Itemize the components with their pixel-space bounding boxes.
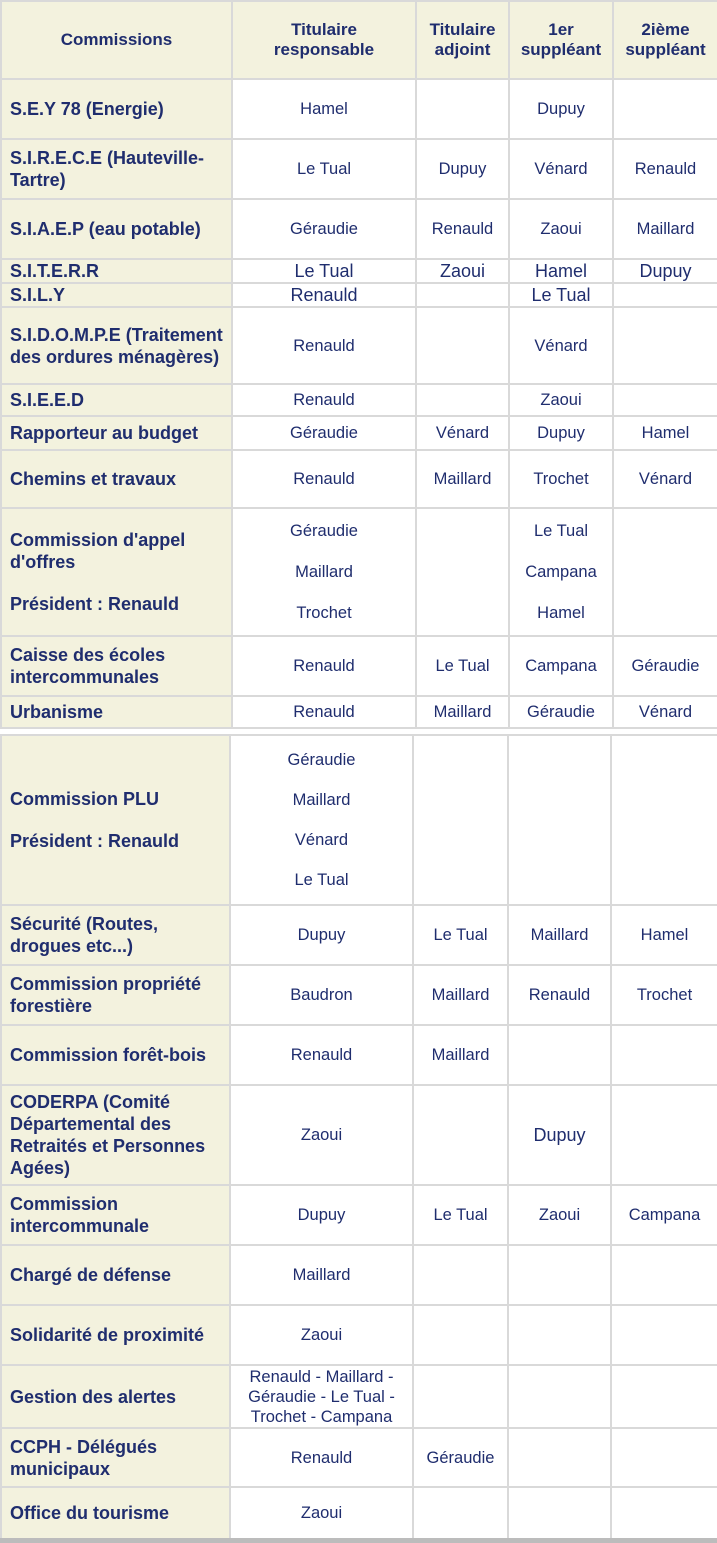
commission-name: S.I.R.E.C.E (Hauteville-Tartre) <box>1 139 232 199</box>
table-row <box>1 199 717 259</box>
suppleant1-cell: Renauld <box>508 965 611 1025</box>
commissions-table-part2 <box>0 734 717 1540</box>
table-row <box>1 283 717 307</box>
suppleant2-cell: Géraudie <box>613 636 717 696</box>
suppleant1-cell <box>508 1487 611 1539</box>
suppleant2-cell: Vénard <box>613 450 717 508</box>
member-name: Le Tual <box>533 521 589 540</box>
suppleant1-cell: Dupuy <box>509 79 613 139</box>
commission-name: S.E.Y 78 (Energie) <box>1 79 232 139</box>
titulaire-responsable-cell: Renauld <box>232 696 416 728</box>
titulaire-responsable-cell: Renauld <box>232 384 416 416</box>
suppleant1-cell <box>508 1025 611 1085</box>
titulaire-responsable-cell: Géraudie <box>232 199 416 259</box>
member-name: Vénard <box>294 831 349 849</box>
commission-name: Commission intercommunale <box>1 1185 230 1245</box>
titulaire-responsable-cell: Zaoui <box>230 1487 413 1539</box>
table-row <box>1 307 717 384</box>
titulaire-adjoint-cell <box>413 1085 508 1185</box>
commission-name: Urbanisme <box>1 696 232 728</box>
suppleant1-cell: Campana <box>509 636 613 696</box>
suppleant1-cell: Dupuy <box>509 416 613 450</box>
titulaire-adjoint-cell <box>413 1305 508 1365</box>
titulaire-adjoint-cell: Zaoui <box>416 259 509 283</box>
member-name: Géraudie <box>287 751 356 769</box>
commission-name: S.I.A.E.P (eau potable) <box>1 199 232 259</box>
table-row <box>1 259 717 283</box>
titulaire-adjoint-cell: Renauld <box>416 199 509 259</box>
titulaire-responsable-cell: Renauld <box>232 307 416 384</box>
suppleant2-cell <box>611 1365 717 1428</box>
commission-name: Sécurité (Routes, drogues etc...) <box>1 905 230 965</box>
commission-name: CODERPA (Comité Départemental des Retraités et Personnes Agées) <box>1 1085 230 1185</box>
suppleant1-cell <box>508 1305 611 1365</box>
titulaire-responsable-cell: Renauld <box>232 636 416 696</box>
titulaire-adjoint-cell <box>416 307 509 384</box>
header-row <box>1 1 717 79</box>
suppleant2-cell <box>611 1487 717 1539</box>
commission-name: S.I.L.Y <box>1 283 232 307</box>
member-name: Maillard <box>295 562 353 581</box>
suppleant2-cell: Campana <box>611 1185 717 1245</box>
suppleant1-cell: Maillard <box>508 905 611 965</box>
suppleant1-cell: Géraudie <box>509 696 613 728</box>
commission-name: Commission forêt-bois <box>1 1025 230 1085</box>
suppleant2-cell <box>613 307 717 384</box>
titulaire-adjoint-cell <box>413 1365 508 1428</box>
suppleant2-cell <box>611 1245 717 1305</box>
table-row <box>1 1487 717 1539</box>
suppleant2-cell <box>611 1085 717 1185</box>
header-commissions: Commissions <box>1 1 232 79</box>
suppleant1-cell: Hamel <box>509 259 613 283</box>
suppleant2-cell <box>613 508 717 636</box>
titulaire-adjoint-cell: Dupuy <box>416 139 509 199</box>
suppleant2-cell: Trochet <box>611 965 717 1025</box>
titulaire-adjoint-cell: Géraudie <box>413 1428 508 1487</box>
table-row <box>1 1025 717 1085</box>
suppleant1-cell: Vénard <box>509 307 613 384</box>
titulaire-adjoint-cell: Maillard <box>416 450 509 508</box>
table-row <box>1 1305 717 1365</box>
titulaire-responsable-cell <box>232 508 416 636</box>
commission-name: CCPH - Délégués municipaux <box>1 1428 230 1487</box>
table-row <box>1 139 717 199</box>
table-row <box>1 1185 717 1245</box>
commission-plu-title: Commission PLU <box>10 789 160 809</box>
suppleant2-cell <box>613 283 717 307</box>
member-name: Géraudie <box>290 521 358 540</box>
commission-name: Solidarité de proximité <box>1 1305 230 1365</box>
table-row <box>1 905 717 965</box>
suppleant1-cell <box>508 735 611 905</box>
suppleant2-cell <box>611 1428 717 1487</box>
suppleant2-cell: Vénard <box>613 696 717 728</box>
suppleant1-cell: Trochet <box>509 450 613 508</box>
titulaire-adjoint-cell: Le Tual <box>413 1185 508 1245</box>
suppleant1-cell: Le Tual <box>509 283 613 307</box>
member-name: Hamel <box>537 603 585 622</box>
suppleant2-cell <box>613 79 717 139</box>
table-row <box>1 696 717 728</box>
titulaire-responsable-cell: Zaoui <box>230 1085 413 1185</box>
header-titulaire-adjoint: Titulaire adjoint <box>416 1 509 79</box>
titulaire-adjoint-cell: Maillard <box>416 696 509 728</box>
suppleant2-cell <box>611 735 717 905</box>
titulaire-adjoint-cell <box>416 283 509 307</box>
commission-name: Office du tourisme <box>1 1487 230 1539</box>
titulaire-responsable-cell: Baudron <box>230 965 413 1025</box>
titulaire-responsable-cell: Maillard <box>230 1245 413 1305</box>
commission-name: Chargé de défense <box>1 1245 230 1305</box>
titulaire-adjoint-cell <box>416 79 509 139</box>
table-row <box>1 79 717 139</box>
suppleant2-cell <box>611 1305 717 1365</box>
suppleant2-cell: Hamel <box>611 905 717 965</box>
member-name: Campana <box>525 562 597 581</box>
header-2ieme-suppleant: 2ième suppléant <box>613 1 717 79</box>
titulaire-responsable-cell: Renauld <box>230 1025 413 1085</box>
titulaire-responsable-cell: Renauld <box>230 1428 413 1487</box>
titulaire-adjoint-cell <box>413 1245 508 1305</box>
suppleant2-cell: Dupuy <box>613 259 717 283</box>
titulaire-adjoint-cell: Maillard <box>413 965 508 1025</box>
table-row <box>1 384 717 416</box>
suppleant2-cell <box>613 384 717 416</box>
suppleant1-cell: Zaoui <box>508 1185 611 1245</box>
titulaire-adjoint-cell <box>413 735 508 905</box>
commission-name: Rapporteur au budget <box>1 416 232 450</box>
table-row <box>1 416 717 450</box>
titulaire-adjoint-cell <box>413 1487 508 1539</box>
commission-name: Gestion des alertes <box>1 1365 230 1428</box>
header-1er-suppleant: 1er suppléant <box>509 1 613 79</box>
titulaire-responsable-cell <box>230 735 413 905</box>
suppleant1-cell <box>508 1365 611 1428</box>
president-label: Président : Renauld <box>10 831 180 851</box>
suppleant2-cell <box>611 1025 717 1085</box>
titulaire-adjoint-cell: Le Tual <box>416 636 509 696</box>
commissions-table-part1 <box>0 0 717 729</box>
titulaire-responsable-cell: Zaoui <box>230 1305 413 1365</box>
president-label: Président : Renauld <box>10 594 180 614</box>
commission-name: Chemins et travaux <box>1 450 232 508</box>
suppleant1-cell <box>508 1428 611 1487</box>
bottom-border <box>0 1538 717 1543</box>
member-name: Trochet <box>296 603 352 622</box>
suppleant2-cell: Renauld <box>613 139 717 199</box>
table-row <box>1 1428 717 1487</box>
titulaire-responsable-cell: Hamel <box>232 79 416 139</box>
titulaire-adjoint-cell <box>416 508 509 636</box>
suppleant1-cell <box>509 508 613 636</box>
suppleant1-cell: Vénard <box>509 139 613 199</box>
commission-name: S.I.E.E.D <box>1 384 232 416</box>
titulaire-responsable-cell: Renauld <box>232 283 416 307</box>
table-row-plu <box>1 735 717 905</box>
suppleant1-cell: Zaoui <box>509 384 613 416</box>
table-row <box>1 1245 717 1305</box>
titulaire-responsable-cell: Le Tual <box>232 139 416 199</box>
titulaire-responsable-cell: Renauld - Maillard - Géraudie - Le Tual - Trochet - Campana <box>230 1365 413 1428</box>
member-name: Le Tual <box>294 871 349 889</box>
titulaire-responsable-cell: Dupuy <box>230 1185 413 1245</box>
suppleant1-cell: Zaoui <box>509 199 613 259</box>
header-titulaire-responsable: Titulaire responsable <box>232 1 416 79</box>
suppleant1-cell <box>508 1245 611 1305</box>
commission-appel-title: Commission d'appel d'offres <box>10 530 186 572</box>
commission-name: S.I.D.O.M.P.E (Traitement des ordures ménagères) <box>1 307 232 384</box>
titulaire-responsable-cell: Le Tual <box>232 259 416 283</box>
commission-name: S.I.T.E.R.R <box>1 259 232 283</box>
table-row <box>1 1085 717 1185</box>
commission-name: Commission propriété forestière <box>1 965 230 1025</box>
commission-name: Caisse des écoles intercommunales <box>1 636 232 696</box>
titulaire-responsable-cell: Renauld <box>232 450 416 508</box>
table-row-appel-offres <box>1 508 717 636</box>
table-row <box>1 636 717 696</box>
suppleant2-cell: Maillard <box>613 199 717 259</box>
titulaire-adjoint-cell: Maillard <box>413 1025 508 1085</box>
member-name: Maillard <box>292 791 351 809</box>
titulaire-responsable-cell: Dupuy <box>230 905 413 965</box>
table-row <box>1 1365 717 1428</box>
suppleant1-cell: Dupuy <box>508 1085 611 1185</box>
commission-name <box>1 735 230 905</box>
table-row <box>1 450 717 508</box>
titulaire-responsable-cell: Géraudie <box>232 416 416 450</box>
titulaire-adjoint-cell: Le Tual <box>413 905 508 965</box>
commission-name <box>1 508 232 636</box>
titulaire-adjoint-cell <box>416 384 509 416</box>
titulaire-adjoint-cell: Vénard <box>416 416 509 450</box>
suppleant2-cell: Hamel <box>613 416 717 450</box>
table-row <box>1 965 717 1025</box>
